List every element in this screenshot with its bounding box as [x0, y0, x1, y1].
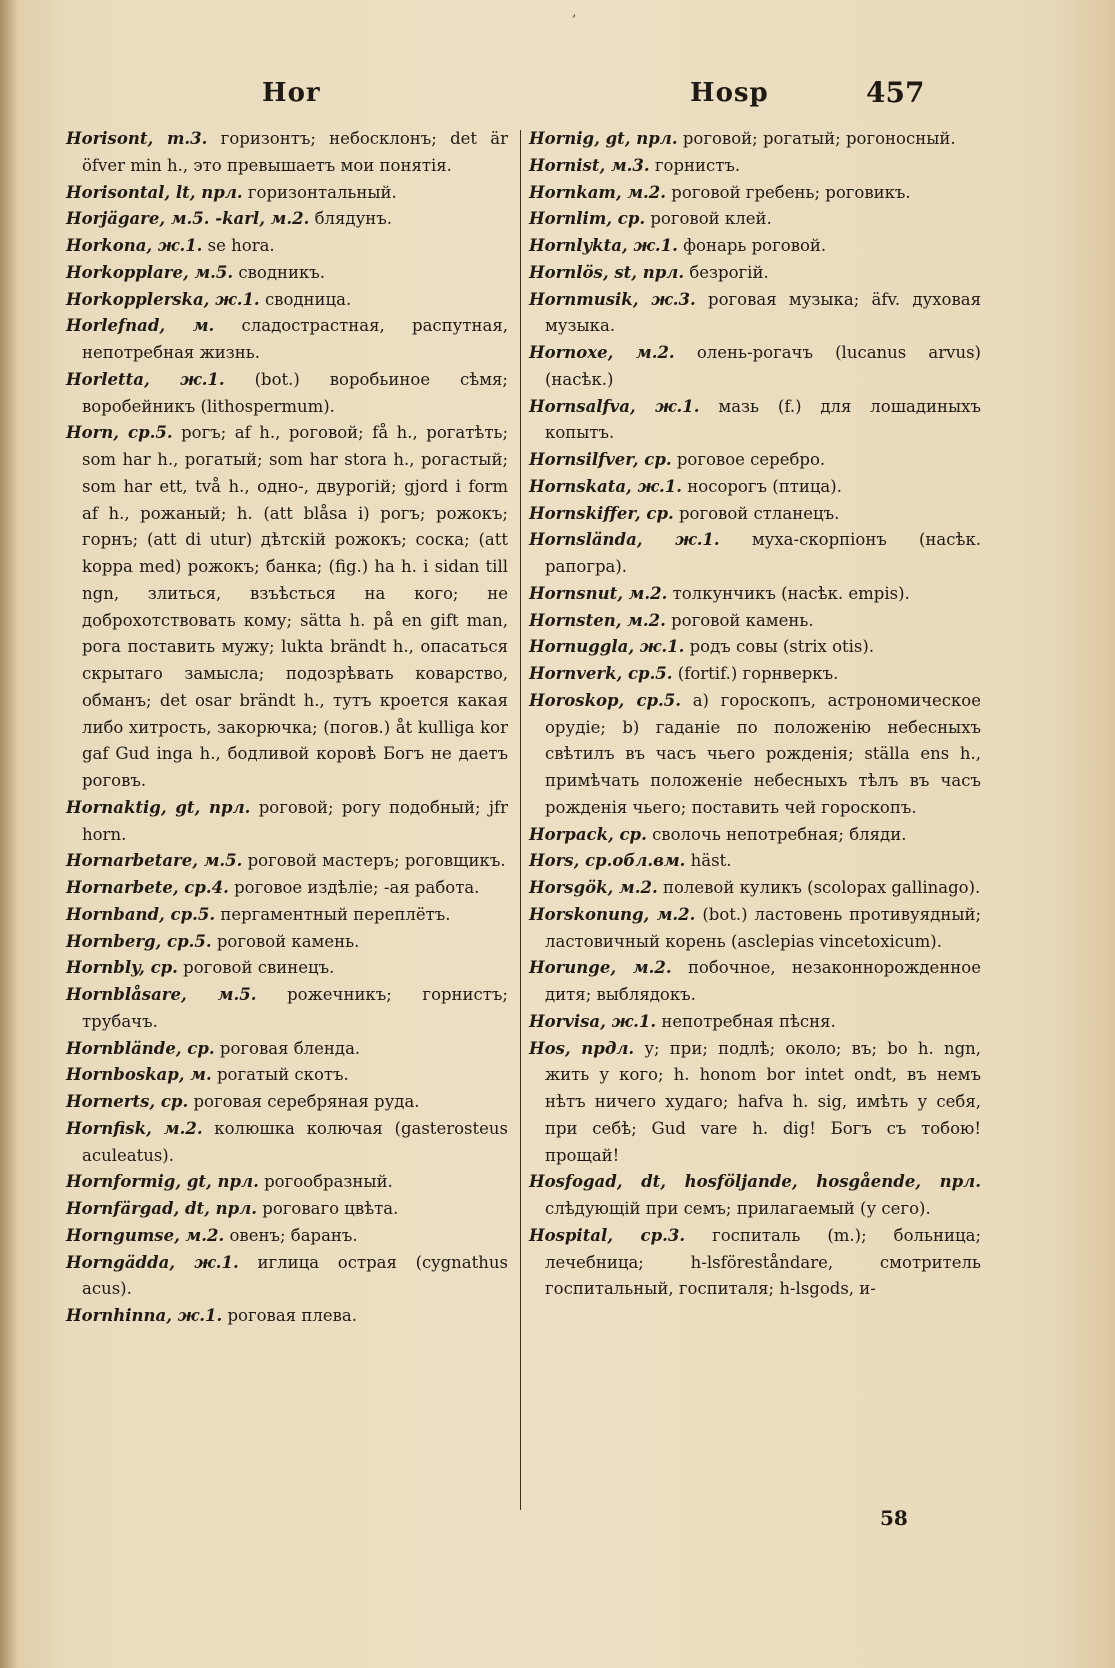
entry-headword: Horngädda, ж.1. [66, 1252, 239, 1272]
entry-headword: Hornformig, gt, прл. [66, 1172, 259, 1192]
entry-definition: роговое серебро. [676, 450, 826, 469]
entry-headword: Horkopplerska, ж.1. [66, 289, 260, 309]
entry-headword: Horoskop, ср.5. [529, 690, 682, 710]
entry-definition: муха-скорпіонъ (насѣк. рапогра). [545, 530, 982, 576]
entry-headword: Horisont, m.3. [66, 129, 208, 148]
page-number: 457 [866, 76, 925, 109]
dictionary-entry [66, 982, 508, 1036]
entry-headword: Hornarbetare, м.5. [66, 851, 243, 871]
entry-definition: носорогъ (птица). [687, 476, 842, 496]
entry-definition: сводникъ. [238, 262, 326, 282]
entry-definition: колюшка колючая (gasterosteus aculeatus). [82, 1118, 508, 1165]
dictionary-entry [66, 287, 508, 314]
entry-headword: Horisontal, lt, прл. [66, 182, 243, 202]
dictionary-entry [529, 848, 981, 875]
entry-definition: роговой камень. [671, 610, 814, 630]
dictionary-entry [529, 1223, 981, 1303]
dictionary-entry [529, 126, 981, 153]
entry-definition: роговой; рогу подобный; jfr horn. [82, 797, 509, 844]
dictionary-entry [66, 233, 508, 260]
entry-definition: роговой; рогатый; рогоносный. [682, 129, 956, 148]
entry-headword: Hornhinna, ж.1. [66, 1306, 223, 1325]
page-binding-shadow [0, 0, 18, 1668]
dictionary-entry [66, 955, 508, 982]
entry-definition: рожечникъ; горнистъ; трубачъ. [82, 985, 508, 1031]
entry-headword: Horn, ср.5. [66, 423, 173, 443]
entry-headword: Hornblåsare, м.5. [66, 985, 257, 1004]
entry-definition: (bot.) воробьиное сѣмя; воробейникъ (lithospermum). [82, 369, 508, 416]
dictionary-entry [66, 1089, 508, 1116]
entry-definition: рогообразный. [264, 1172, 393, 1192]
entry-headword: Hornig, gt, прл. [529, 129, 678, 148]
dictionary-entry [529, 206, 981, 233]
entry-definition: se hora. [207, 236, 275, 255]
dictionary-entry [529, 822, 981, 849]
entry-definition: госпиталь (m.); больница; лечебница; h-lsföreståndare, смотритель госпитальный, госпиталя; h-lsgods, и- [545, 1225, 982, 1299]
dictionary-entry [529, 340, 981, 394]
entry-definition: сводница. [264, 289, 352, 309]
entry-definition: а) гороскопъ, астрономическое орудіе; b) гаданіе по положенію небесныхъ свѣтилъ въ часъ чьего рожденія; ställa ens h., примѣчать положеніе небесныхъ тѣлъ въ часъ рожденія чьего; поставить чей гороскопъ. [545, 690, 981, 817]
entry-definition: пергаментный переплётъ. [220, 904, 451, 924]
top-mark: ‚ [572, 4, 577, 20]
running-head-right: Hosp [690, 78, 769, 108]
entry-headword: Hornlykta, ж.1. [529, 236, 678, 255]
entry-definition: слѣдующій при семъ; прилагаемый (у сего). [545, 1199, 931, 1218]
entry-headword: Hos, прдл. [529, 1038, 635, 1058]
dictionary-entry [66, 420, 508, 795]
entry-definition: полевой куликъ (scolopax gallinago). [662, 878, 981, 897]
entry-definition: роговая серебряная руда. [193, 1092, 420, 1111]
entry-definition: роговая бленда. [219, 1038, 361, 1058]
dictionary-entry [66, 313, 508, 367]
entry-headword: Hornsten, м.2. [529, 610, 666, 630]
entry-headword: Hors, ср.обл.вм. [529, 851, 686, 871]
entry-definition: роговой гребень; роговикъ. [671, 182, 911, 202]
dictionary-entry [529, 634, 981, 661]
dictionary-entry [529, 581, 981, 608]
dictionary-entry [66, 1196, 508, 1223]
dictionary-entry [529, 153, 981, 180]
dictionary-entry [529, 955, 981, 1009]
entry-definition: роговой мастеръ; роговщикъ. [247, 851, 506, 871]
dictionary-entry [66, 902, 508, 929]
dictionary-entry [66, 1062, 508, 1089]
entry-headword: Horkona, ж.1. [66, 236, 203, 255]
entry-headword: Horsgök, м.2. [529, 878, 658, 897]
dictionary-entry [529, 501, 981, 528]
entry-headword: Hornboskap, м. [66, 1065, 212, 1085]
entry-definition: роговая музыка; äfv. духовая музыка. [545, 289, 981, 336]
dictionary-entry [66, 206, 508, 233]
entry-headword: Hornblände, ср. [66, 1038, 215, 1058]
entry-definition: häst. [690, 851, 732, 871]
entry-headword: Hornlim, ср. [529, 209, 646, 229]
entry-definition: непотребная пѣсня. [661, 1011, 836, 1031]
entry-headword: Horkopplare, м.5. [66, 262, 234, 282]
entry-definition: (bot.) ластовень противуядный; ластовичный корень (asclepias vincetoxicum). [545, 904, 982, 951]
entry-definition: горнистъ. [654, 155, 741, 175]
entry-headword: Hornverk, ср.5. [529, 664, 673, 683]
entry-headword: Hornist, м.3. [529, 155, 650, 175]
entry-definition: роговое издѣліе; -ая работа. [234, 878, 480, 897]
entry-definition: родъ совы (strix otis). [689, 637, 875, 657]
dictionary-entry [66, 875, 508, 902]
dictionary-entry [529, 608, 981, 635]
entry-headword: Horskonung, м.2. [529, 904, 696, 924]
dictionary-entry [529, 1036, 981, 1170]
dictionary-entry [529, 474, 981, 501]
dictionary-entry [529, 902, 981, 956]
entry-headword: Hornbly, ср. [66, 958, 178, 978]
dictionary-entry [529, 661, 981, 688]
entry-definition: роговаго цвѣта. [262, 1199, 399, 1218]
dictionary-entry [529, 1009, 981, 1036]
entry-headword: Horvisa, ж.1. [529, 1011, 657, 1031]
entry-definition: горизонтъ; небосклонъ; det är öfver min h., это превышаетъ мои понятія. [82, 129, 509, 175]
dictionary-entry [66, 1303, 508, 1330]
left-column [66, 126, 508, 1330]
dictionary-entry [529, 394, 981, 448]
entry-headword: Hosfogad, dt, hosföljande, hosgående, прл. [529, 1172, 981, 1192]
entry-definition: фонарь роговой. [683, 236, 827, 255]
entry-headword: Hornskiffer, ср. [529, 503, 674, 523]
dictionary-entry [529, 688, 981, 822]
entry-definition: мазь (f.) для лошадиныхъ копытъ. [545, 396, 981, 443]
entry-definition: (fortif.) горнверкъ. [677, 664, 839, 683]
entry-definition: роговой свинецъ. [183, 958, 335, 978]
entry-headword: Horngumse, м.2. [66, 1225, 225, 1245]
dictionary-entry [529, 527, 981, 581]
entry-headword: Hornslända, ж.1. [529, 530, 720, 550]
entry-headword: Hornsilfver, ср. [529, 450, 672, 469]
entry-definition: у; при; подлѣ; около; въ; bo h. ngn, жить у кого; h. honom bor intet ondt, въ немъ нѣтъ ничего худаго; hafva h. sig, имѣть у себя, при себѣ; Gud vare h. dig! Богъ съ тобою! прощай! [545, 1038, 981, 1165]
dictionary-entry [529, 447, 981, 474]
entry-definition: сволочь непотребная; бляди. [652, 824, 907, 844]
running-head-left: Hor [262, 78, 321, 108]
entry-definition: побочное, незаконнорожденное дитя; выблядокъ. [545, 958, 981, 1004]
entry-headword: Hornsalfva, ж.1. [529, 396, 700, 416]
entry-headword: Hornfisk, м.2. [66, 1118, 203, 1138]
dictionary-entry [529, 1169, 981, 1223]
right-column [529, 126, 981, 1303]
entry-definition: роговая плева. [227, 1306, 357, 1325]
dictionary-entry [529, 180, 981, 207]
dictionary-entry [529, 260, 981, 287]
entry-definition: овенъ; баранъ. [229, 1225, 358, 1245]
entry-definition: толкунчикъ (насѣк. empis). [672, 583, 910, 603]
entry-headword: Hornaktig, gt, прл. [66, 797, 251, 817]
dictionary-entry [529, 233, 981, 260]
entry-definition: горизонтальный. [247, 182, 397, 202]
entry-definition: иглица острая (cygnathus acus). [82, 1252, 509, 1299]
dictionary-entry [66, 126, 508, 180]
entry-headword: Hornerts, ср. [66, 1092, 189, 1111]
entry-definition: рогатый скотъ. [216, 1065, 349, 1085]
dictionary-entry [66, 848, 508, 875]
entry-headword: Hornarbete, ср.4. [66, 878, 229, 897]
dictionary-entry [66, 1223, 508, 1250]
dictionary-entry [66, 795, 508, 849]
dictionary-entry [66, 1116, 508, 1170]
entry-headword: Horunge, м.2. [529, 958, 672, 978]
dictionary-entry [66, 180, 508, 207]
entry-headword: Hornsnut, м.2. [529, 583, 668, 603]
entry-headword: Horpack, ср. [529, 824, 647, 844]
entry-headword: Hornband, ср.5. [66, 904, 216, 924]
entry-definition: роговой стланецъ. [678, 503, 840, 523]
entry-headword: Hornmusik, ж.3. [529, 289, 696, 309]
dictionary-entry [529, 875, 981, 902]
signature-mark: 58 [880, 1506, 908, 1530]
entry-definition: рогъ; af h., роговой; få h., рогатѣть; som har h., рогатый; som har stora h., рогастый; som har ett, två h., одно-, двурогій; gjord i form af h., рожаный; h. (att blåsa i) рогъ; рожокъ; горнъ; (att di utur) дѣтскій рожокъ; соска; (att koppa med) рожокъ; банка; (fig.) ha h. i sidan till ngn, злиться, взъѣсться на кого; не доброхотствовать кому; sätta h. på en gift man, рога поставить мужу; lukta brändt h., опасаться скрытаго замысла; подозрѣвать коварство, обманъ; det osar brändt h., тутъ кроется какая либо хитрость, закорючка; (погов.) åt kulliga kor gaf Gud inga h., бодливой коровѣ Богъ не даетъ роговъ. [82, 423, 509, 790]
entry-definition: роговой клей. [650, 209, 772, 229]
entry-definition: безрогій. [689, 262, 769, 282]
dictionary-entry [529, 287, 981, 341]
entry-definition: блядунъ. [314, 209, 393, 229]
entry-headword: Hornskata, ж.1. [529, 476, 683, 496]
dictionary-entry [66, 929, 508, 956]
entry-definition: олень-рогачъ (lucanus arvus) (насѣк.) [545, 343, 981, 389]
entry-headword: Hornlös, st, прл. [529, 262, 685, 282]
dictionary-entry [66, 1036, 508, 1063]
entry-headword: Hornberg, ср.5. [66, 931, 212, 951]
entry-headword: Hospital, ср.3. [529, 1225, 686, 1245]
dictionary-entry [66, 1169, 508, 1196]
entry-headword: Hornuggla, ж.1. [529, 637, 685, 657]
entry-definition: роговой камень. [216, 931, 360, 951]
dictionary-entry [66, 367, 508, 421]
entry-headword: Hornfärgad, dt, прл. [66, 1199, 258, 1218]
entry-headword: Hornkam, м.2. [529, 182, 667, 202]
entry-headword: Horletta, ж.1. [66, 369, 225, 389]
column-divider [520, 130, 521, 1510]
dictionary-entry [66, 1250, 508, 1304]
dictionary-entry [66, 260, 508, 287]
entry-headword: Hornoxe, м.2. [529, 343, 675, 362]
entry-definition: сладострастная, распутная, непотребная жизнь. [82, 316, 508, 362]
entry-headword: Horjägare, м.5. -karl, м.2. [66, 209, 310, 229]
entry-headword: Horlefnad, м. [66, 316, 215, 336]
